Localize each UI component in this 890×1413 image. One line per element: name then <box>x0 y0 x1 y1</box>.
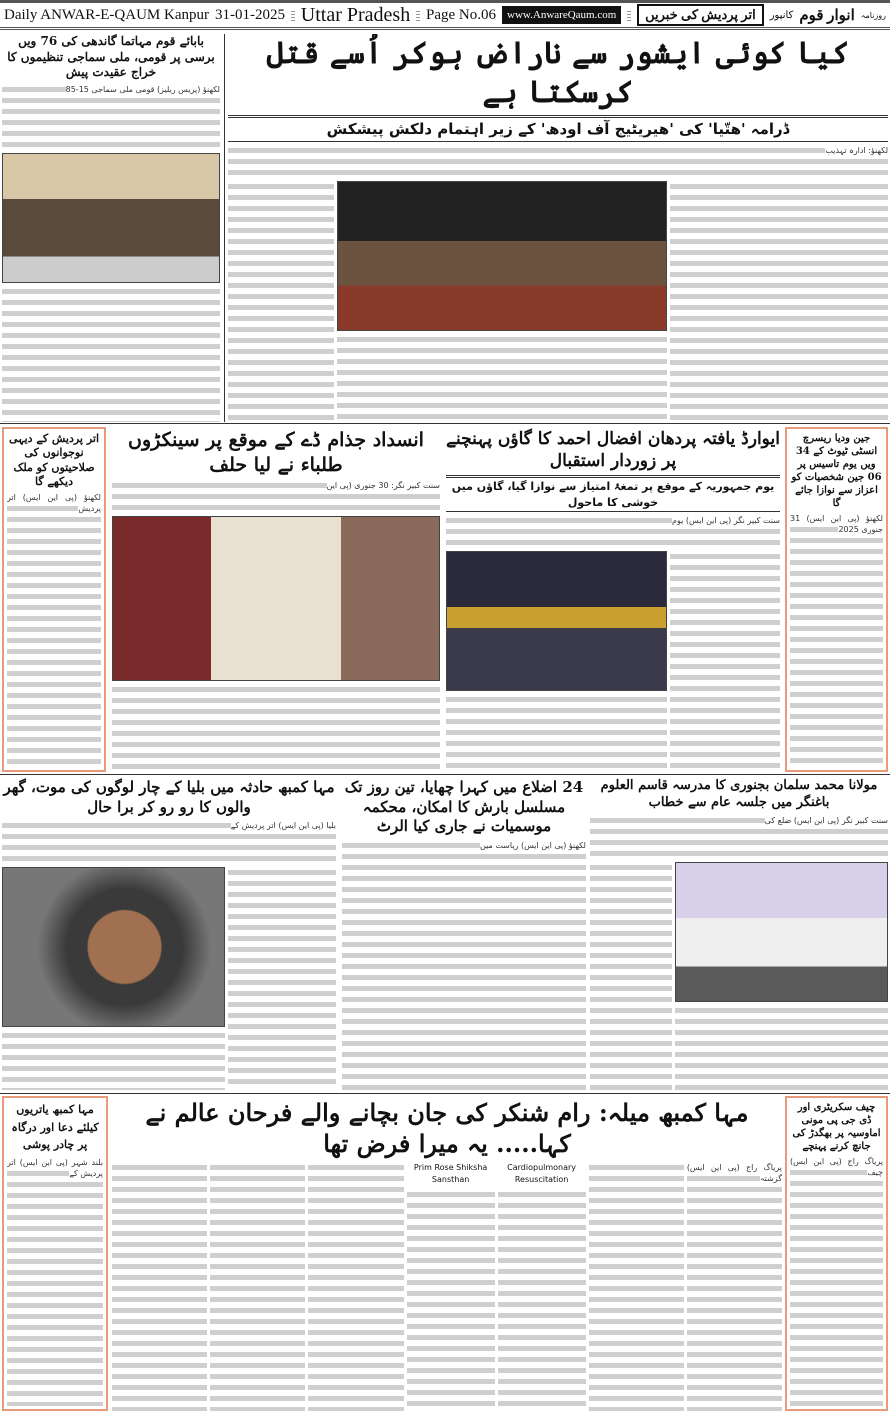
maulana-body-2 <box>675 1005 888 1090</box>
daily-label: روزنامہ <box>860 10 887 20</box>
ballia-body: بلیا (پی این ایس) اتر پردیش کے <box>2 820 336 864</box>
weather-body: لکھنؤ (پی این ایس) ریاست میں <box>342 840 586 1091</box>
term: Cardiopulmonary <box>507 1163 577 1173</box>
leprosy-article <box>112 428 440 770</box>
kumbh-body-col <box>589 1162 684 1411</box>
lead-body-left <box>670 181 888 422</box>
pradhan-article <box>446 428 780 770</box>
ballia-article <box>2 778 336 1090</box>
section-rule <box>0 1093 890 1094</box>
maulana-body: سنت کبیر نگر (پی این ایس) ضلع کی <box>590 815 888 859</box>
kumbh-body-col <box>112 1162 207 1411</box>
column-rule <box>224 34 225 422</box>
leprosy-body-2 <box>112 684 440 770</box>
jain-headline: جین ودیا ریسرچ انسٹی ٹیوٹ کے 34 ویں یوم تاسیس پر 06 جین شخصیات کو اعزاز سے نوازا جائے گا <box>791 433 882 509</box>
leprosy-body: سنت کبیر نگر: 30 جنوری (پی این <box>112 480 440 513</box>
maulana-headline: مولانا محمد سلمان بجنوری کا مدرسہ قاسم العلوم باغنگر میں جلسہ عام سے خطاب <box>600 778 878 810</box>
pradhan-headline: ایوارڈ یافتہ پردھان افضال احمد کا گاؤں پہنچنے پر زوردار استقبال <box>446 429 780 472</box>
dua-headline: مہا کمبھ یاتریوں کیلئے دعا اور درگاہ پر چادر پوشی <box>11 1103 99 1152</box>
kumbh-body-col <box>210 1162 305 1411</box>
jain-body: لکھنؤ (پی این ایس) 31 جنوری 2025 <box>790 513 883 767</box>
victim-photo <box>2 867 225 1027</box>
chief-secretary-box <box>785 1096 888 1411</box>
pradhan-subhead: یوم جمہوریہ کے موقع پر تمغۂ امتیاز سے نوازا گیا، گاؤں میں خوشی کا ماحول <box>446 475 780 512</box>
pradhan-body-left <box>670 551 780 770</box>
ballia-headline: مہا کمبھ حادثہ میں بلیا کے چار لوگوں کی موت، گھر والوں کا رو رو کر برا حال <box>3 778 335 816</box>
ballia-body-2 <box>2 1030 225 1090</box>
gandhi-article <box>2 34 220 422</box>
chief-secretary-headline: چیف سکریٹری اور ڈی جی پی مونی اماوسیہ پر بھگدڑ کی جانچ کرنے پہنچے <box>792 1102 881 1152</box>
lead-article <box>228 34 888 422</box>
divider <box>416 9 420 21</box>
kumbh-headline: مہا کمبھ میلہ: رام شنکر کی جان بچانے والے فرحان عالم نے کہا..... یہ میرا فرض تھا <box>145 1098 749 1159</box>
drama-stage-photo <box>337 181 667 331</box>
divider <box>291 9 295 21</box>
term: Prim Rose Shiksha <box>413 1163 488 1173</box>
kumbh-article <box>112 1097 782 1411</box>
ballia-body-left <box>228 867 336 1090</box>
lead-body: لکھنؤ: ادارہ تہذیب <box>228 145 888 178</box>
gandhi-body: لکھنؤ (پریس ریلیز) قومی ملی سماجی 15-85 <box>2 84 220 150</box>
divider <box>627 9 631 21</box>
website-link[interactable]: www.AnwareQaum.com <box>502 6 621 24</box>
dua-body: بلند شہر (پی این ایس) اتر پردیش کے <box>7 1157 103 1406</box>
kumbh-inline-terms-2 <box>407 1162 495 1186</box>
section-rule <box>0 423 890 424</box>
page-number: Page No.06 <box>426 6 497 23</box>
youth-headline: اتر پردیش کے دیہی نوجوانوں کی صلاحیتوں کو ملک دیکھے گا <box>8 432 100 488</box>
kumbh-inline-terms <box>498 1162 586 1186</box>
masthead-bar <box>0 0 890 30</box>
youth-box <box>2 427 106 772</box>
chief-secretary-body: پریاگ راج (پی این ایس) چیف <box>790 1156 883 1406</box>
lead-subhead: ڈرامہ 'ھتّیا' کی 'ھیریٹیج آف اودھ' کے زیر اہتمام دلکش پیشکش <box>228 115 888 142</box>
students-pledge-photo <box>112 516 440 681</box>
section-rule <box>0 774 890 775</box>
issue-date: 31-01-2025 <box>214 6 285 23</box>
term: Resuscitation <box>514 1175 569 1185</box>
term: Sansthan <box>431 1175 470 1185</box>
gandhi-headline: بابائے قوم مہاتما گاندھی کی 76 ویں برسی پر قومی، ملی سماجی تنظیموں کا خراج عقیدت پیش <box>7 34 215 80</box>
section-urdu: اتر پردیش کی خبریں <box>637 4 764 26</box>
pradhan-body-2 <box>446 694 667 770</box>
felicitation-photo <box>446 551 667 691</box>
kumbh-body-col <box>498 1189 586 1411</box>
pradhan-body: سنت کبیر نگر (پی این ایس) یوم <box>446 515 780 548</box>
tribute-photo <box>2 153 220 283</box>
jain-box <box>785 427 888 772</box>
lead-headline: کیا کوئی ایشور سے ناراض ہوکر اُسے قتل کرسکتا ہے <box>266 36 850 110</box>
maulana-article <box>590 778 888 1090</box>
maulana-body-left <box>590 862 672 1090</box>
kumbh-body-col <box>308 1162 403 1411</box>
lead-body-right <box>228 181 334 422</box>
dua-box <box>2 1096 108 1411</box>
jalsa-photo <box>675 862 888 1002</box>
masthead-logo: انوار قوم <box>799 7 855 24</box>
kumbh-body-col <box>407 1189 495 1411</box>
city-urdu: کانپور <box>769 9 794 21</box>
gandhi-body-2 <box>2 286 220 422</box>
weather-headline: 24 اضلاع میں کہرا چھایا، تین روز تک مسلسل بارش کا امکان، محکمہ موسمیات نے جاری کیا الرٹ <box>344 778 584 835</box>
paper-name: Daily ANWAR-E-QAUM Kanpur <box>4 6 209 23</box>
weather-article <box>342 778 586 1090</box>
youth-body: لکھنؤ (پی این ایس) اتر پردیش <box>7 492 101 767</box>
kumbh-body: پریاگ راج (پی این ایس) گزشتہ <box>687 1162 782 1411</box>
lead-body-bottom <box>337 334 667 422</box>
section-title: Uttar Pradesh <box>300 3 411 26</box>
leprosy-headline: انسداد جذام ڈے کے موقع پر سینکڑوں طلباء نے لیا حلف <box>128 429 424 476</box>
